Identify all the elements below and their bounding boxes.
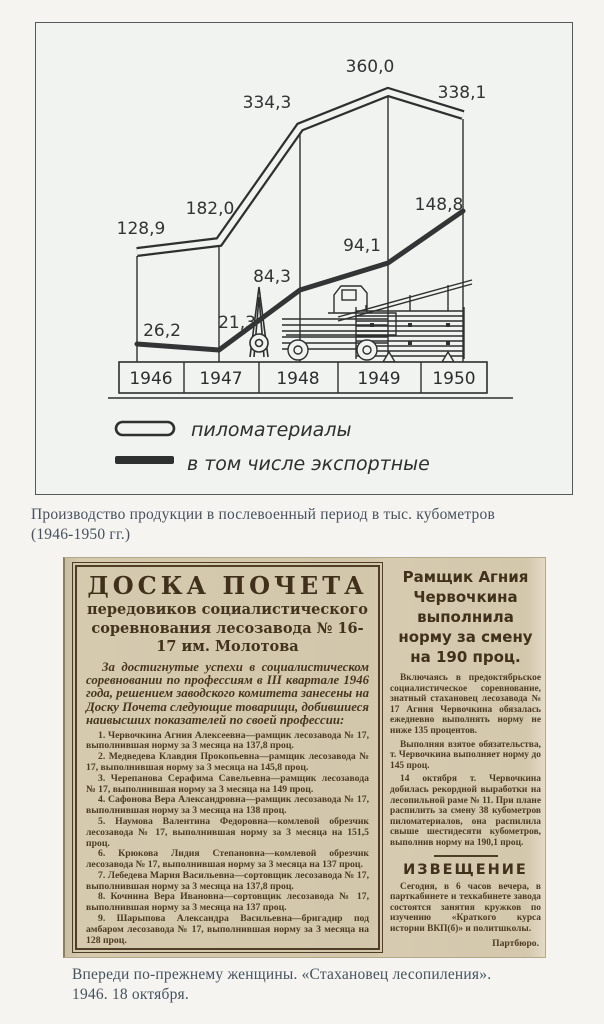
production-chart-figure [35, 22, 573, 495]
legend-label-lumber: пиломатериалы [191, 419, 352, 441]
notice-text: Сегодня, в 6 часов вечера, в парткабинете и техкабинете завода состоятся занятия кружков по изучению «Краткого курса истории ВКП(б)» и политшколы. [390, 881, 541, 934]
honor-entry-4: 4. Сафонова Вера Александровна—рамщик лесозавода № 17, выполнившая норму за 3 месяца на 138 проц. [86, 794, 369, 817]
chart-drop-lines [137, 97, 463, 362]
honor-entry-1: 1. Червочкина Агния Алексеевна—рамщик лесозавода № 17, выполнившая норму за 3 месяца на 137,8 проц. [86, 729, 369, 752]
stakhanovite-paragraph-3: 14 октября т. Червочкина добилась рекордной выработки на лесопильной раме № 11. При плане распилить за смену 38 кубометров пиломатериалов, она распилила свыше шестидесяти кубометров, выполнив норму на 190,1 проц. [390, 774, 541, 848]
honor-board-intro: За достигнутые успехи в социалистическом соревновании по профессиям в III квартале 1946 года, решением заводского комитета занесены на Доску Почета следующие товарищи, добившиеся наивысших показателей по своей профессии: [86, 659, 369, 728]
honor-board-subtitle: передовиков социалистического соревнования лесозавода № 16-17 им. Молотова [87, 601, 368, 655]
chart-legend [115, 419, 430, 475]
honor-entry-6: 6. Крюкова Лидия Степановна—комлевой обрезчик лесозавода № 17, выполнившая норму за 3 месяца на 137 проц. [86, 848, 369, 871]
section-rule [434, 855, 498, 857]
legend-swatch-export [115, 456, 174, 464]
honor-board-column [75, 565, 380, 950]
log-truck-illustration [282, 286, 396, 360]
honor-entry-9: 9. Шарыпова Александра Васильевна—бригадир под амбаром лесозавода № 17, выполнившая норму за 3 месяца на 128 проц. [86, 913, 369, 946]
photo-caption-line2: 1946. 18 октября. [72, 986, 189, 1003]
figure-caption [31, 505, 576, 545]
honor-entry-5: 5. Наумова Валентина Федоровна—комлевой обрезчик лесозавода № 17, выполнившая норму за 3 месяца на 151,5 проц. [86, 815, 369, 849]
stakhanovite-headline: Рамщик Агния Червочкина выполнила норму за смену на 190 проц. [398, 568, 533, 666]
year-label-1947: 1947 [199, 369, 243, 389]
photo-caption [72, 965, 572, 1005]
photo-caption-line1: Впереди по-прежнему женщины. «Стахановец лесопиления». [72, 966, 492, 983]
value-label-1949-export: 94,1 [343, 236, 381, 256]
value-label-1947-lumber: 182,0 [185, 199, 235, 219]
value-label-1949-lumber: 360,0 [345, 57, 395, 77]
figure-caption-line2: (1946-1950 гг.) [31, 526, 131, 543]
stakhanovite-paragraph-2: Выполняя взятое обязательства, т. Червочкина выполняет норму до 145 проц. [390, 739, 541, 771]
value-label-1946-export: 26,2 [143, 321, 181, 341]
value-label-1950-export: 148,8 [414, 195, 464, 215]
notice-title: ИЗВЕЩЕНИЕ [403, 861, 528, 878]
year-label-1949: 1949 [357, 369, 401, 389]
legend-swatch-lumber [116, 422, 174, 435]
notice-signature: Партбюро. [492, 938, 539, 950]
newspaper-clipping [63, 557, 546, 958]
year-label-1950: 1950 [432, 369, 476, 389]
year-label-1948: 1948 [276, 369, 320, 389]
legend-label-export: в том числе экспортные [187, 453, 430, 475]
honor-entry-3: 3. Черепанова Серафима Савельевна—рамщик лесозавода № 17, выполнившая норму за 3 месяца на 149 проц. [86, 772, 369, 795]
stakhanovite-paragraph-1: Включаясь в предоктябрьское социалистическое соревнование, знатный стахановец лесозавода № 17 Агния Червочкина обязалась ежедневно выполнять норму не ниже 135 процентов. [390, 673, 541, 736]
stakhanovite-column [390, 567, 541, 952]
honor-entry-2: 2. Медведева Клавдия Прокопьевна—рамщик лесозавода № 17, выполнившая норму за 3 месяца на 145,8 проц. [86, 751, 369, 773]
figure-caption-line1: Производство продукции в послевоенный период в тыс. кубометров [31, 506, 495, 523]
production-chart-svg [36, 23, 571, 493]
x-axis-band [108, 362, 513, 398]
value-label-1950-lumber: 338,1 [437, 83, 487, 103]
value-label-1947-export: 21,3 [218, 313, 256, 333]
honor-entry-7: 7. Лебедева Мария Васильевна—сортовщик лесозавода № 17, выполнившая норму за 3 месяца на 137,8 проц. [86, 869, 369, 892]
value-label-1948-lumber: 334,3 [242, 93, 292, 113]
honor-entry-8: 8. Кочнина Вера Ивановна—сортовщик лесозавода № 17, выполнившая норму за 3 месяца на 137 проц. [86, 891, 369, 914]
value-label-1948-export: 84,3 [253, 267, 291, 287]
year-label-1946: 1946 [129, 369, 173, 389]
honor-board-title: ДОСКА ПОЧЕТА [87, 571, 368, 600]
value-label-1946-lumber: 128,9 [116, 219, 166, 239]
